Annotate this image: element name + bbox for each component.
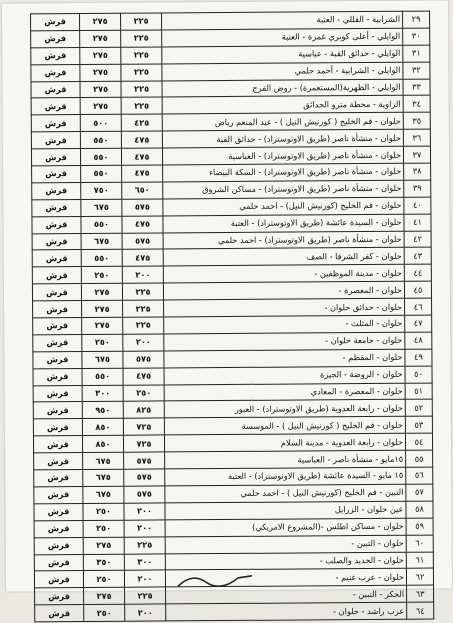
route-cell: حلوان - المثلث - [164, 315, 405, 334]
fare-high-cell: ٨٥٠ [82, 435, 123, 452]
currency-cell: قرش [31, 64, 80, 81]
fare-low-cell: ٤٧٥ [122, 216, 163, 233]
fare-high-cell: ٢٥٠ [82, 334, 123, 351]
fare-table [30, 11, 434, 623]
row-number-cell: ٣٠ [403, 28, 430, 45]
fare-low-cell: ٢٢٥ [124, 537, 165, 554]
currency-cell: قرش [32, 233, 81, 250]
fare-low-cell: ٢٢٥ [121, 30, 162, 47]
signature-mark [176, 572, 256, 591]
fare-high-cell: ٢٧٥ [80, 81, 121, 98]
currency-cell: قرش [34, 571, 83, 588]
route-cell: ١٥مايو - منشأة ناصر - العباسية [165, 450, 406, 469]
currency-cell: قرش [31, 30, 80, 47]
fare-high-cell: ٢٧٥ [82, 300, 123, 317]
currency-cell: قرش [34, 486, 83, 503]
row-number-cell: ٣١ [403, 45, 430, 62]
row-number-cell: ٤٧ [405, 315, 432, 332]
fare-high-cell: ٢٥٠ [83, 503, 124, 520]
route-cell: حلوان - حدائق حلوان - [164, 298, 405, 317]
currency-cell: قرش [33, 301, 82, 318]
row-number-cell: ٥١ [405, 383, 432, 400]
row-number-cell: ٥٨ [406, 501, 433, 518]
fare-high-cell: ٣٥٠ [83, 554, 124, 571]
currency-cell: قرش [32, 284, 81, 301]
row-number-cell: ٤٨ [405, 332, 432, 349]
fare-low-cell: ٢٢٥ [121, 47, 162, 64]
currency-cell: قرش [33, 419, 82, 436]
currency-cell: قرش [31, 47, 80, 64]
row-number-cell: ٦٤ [407, 602, 434, 619]
fare-low-cell: ٤٧٥ [121, 148, 162, 165]
route-cell: حلوان - مدينة الموظفين - [163, 265, 404, 284]
fare-high-cell: ٢٧٥ [81, 283, 122, 300]
fare-high-cell: ٦٧٥ [83, 452, 124, 469]
route-cell: حلوان - فم الخليج ( كورنيش النيل ) - عبد المنعم رياض [162, 113, 403, 132]
currency-cell: قرش [33, 334, 82, 351]
currency-cell: قرش [35, 605, 84, 622]
fare-high-cell: ٢٧٥ [80, 13, 121, 30]
route-cell: حلوان - منشأة ناصر (طريق الاوتوستراد) - احمد حلمي [163, 231, 404, 250]
fare-low-cell: ٤٧٥ [122, 249, 163, 266]
row-number-cell: ٣٦ [403, 129, 430, 146]
fare-low-cell: ٥٧٥ [124, 469, 165, 486]
fare-low-cell: ٧٢٥ [123, 435, 164, 452]
currency-cell: قرش [31, 149, 80, 166]
row-number-cell: ٤٣ [404, 248, 431, 265]
fare-low-cell: ٢٢٥ [121, 97, 162, 114]
fare-high-cell: ٢٧٥ [82, 317, 123, 334]
currency-cell: قرش [31, 115, 80, 132]
fare-low-cell: ٢٢٥ [125, 587, 166, 604]
fare-high-cell: ٥٥٠ [82, 368, 123, 385]
row-number-cell: ٣٢ [403, 62, 430, 79]
currency-cell: قرش [33, 318, 82, 335]
fare-low-cell: ٥٧٥ [122, 199, 163, 216]
fare-high-cell: ٥٥٠ [81, 216, 122, 233]
route-cell: حلوان - جامعة حلوان - [164, 332, 405, 351]
route-cell: حلوان - رابعة العدوية - مدينة السلام [164, 434, 405, 453]
currency-cell: قرش [31, 81, 80, 98]
row-number-cell: ٥٤ [405, 433, 432, 450]
route-cell: عرب راشد - حلوان - [166, 602, 407, 621]
fare-low-cell: ٢٠٠ [124, 503, 165, 520]
fare-high-cell: ٥٥٠ [81, 250, 122, 267]
route-cell: الوايلي - حدائق القبة - عباسية [162, 45, 403, 64]
fare-high-cell: ٢٧٥ [80, 64, 121, 81]
row-number-cell: ٥٩ [406, 518, 433, 535]
fare-table-body [31, 11, 434, 622]
route-cell: حلوان - فم الخليج (كورنيش النيل) - احمد حلمي [163, 197, 404, 216]
row-number-cell: ٦٠ [406, 535, 433, 552]
row-number-cell: ٤٩ [405, 349, 432, 366]
route-cell: حلوان - منشأة ناصر (طريق الاوتوستراد) - مساكن الشروق [163, 180, 404, 199]
row-number-cell: ٥٦ [406, 467, 433, 484]
fare-high-cell: ٢٧٥ [80, 98, 121, 115]
route-cell: حلوان - المعصرة - المعادي [164, 383, 405, 402]
route-cell: حلوان - رابعة العدوية (طريق الاوتوستراد) - العبور [164, 400, 405, 419]
fare-high-cell: ٢٥٠ [83, 571, 124, 588]
fare-low-cell: ٢٢٥ [121, 64, 162, 81]
currency-cell: قرش [31, 98, 80, 115]
currency-cell: قرش [33, 402, 82, 419]
fare-low-cell: ٢٢٥ [122, 283, 163, 300]
route-cell: الشرابية - القللي - العتبة [162, 11, 403, 30]
fare-low-cell: ٦٥٠ [122, 182, 163, 199]
fare-high-cell: ٩٥٠ [82, 402, 123, 419]
fare-low-cell: ٤٧٥ [123, 368, 164, 385]
route-cell: التبين - فم الخليج (كورنيش النيل ) - احمد حلمي [165, 484, 406, 503]
route-cell: حلوان - السيدة عائشة (طريق الاوتوستراد) - العتبة [163, 214, 404, 233]
row-number-cell: ٣٨ [404, 163, 431, 180]
currency-cell: قرش [32, 267, 81, 284]
fare-high-cell: ٣٠٠ [82, 385, 123, 402]
fare-high-cell: ٥٥٠ [80, 148, 121, 165]
route-cell: الزاوية - محطة مترو الحدائق [162, 96, 403, 115]
route-cell: الحكر - التبين - [166, 586, 407, 605]
row-number-cell: ٤٥ [404, 281, 431, 298]
row-number-cell: ٣٣ [403, 79, 430, 96]
row-number-cell: ٥٠ [405, 366, 432, 383]
fare-low-cell: ٢٢٥ [123, 300, 164, 317]
currency-cell: قرش [34, 520, 83, 537]
fare-low-cell: ٢٥٠ [123, 385, 164, 402]
route-cell: عين حلوان - الزرايل [165, 501, 406, 520]
currency-cell: قرش [33, 436, 82, 453]
fare-high-cell: ٢٧٥ [83, 537, 124, 554]
route-cell: حلوان - الحديد والصلب - [165, 552, 406, 571]
fare-low-cell: ٢٠٠ [125, 604, 166, 621]
fare-high-cell: ٢٥٠ [83, 520, 124, 537]
fare-low-cell: ٨٢٥ [123, 401, 164, 418]
fare-low-cell: ٢٠٠ [124, 520, 165, 537]
row-number-cell: ٤٤ [404, 264, 431, 281]
route-cell: حلوان - منشأة ناصر (طريق الاوتوستراد) - العباسية [162, 146, 403, 165]
fare-high-cell: ٦٧٥ [81, 233, 122, 250]
row-number-cell: ٤٠ [404, 197, 431, 214]
fare-low-cell: ٤٧٥ [121, 131, 162, 148]
currency-cell: قرش [33, 368, 82, 385]
currency-cell: قرش [32, 182, 81, 199]
row-number-cell: ٤١ [404, 214, 431, 231]
route-cell: حلوان - الروضة - الجيزة [164, 366, 405, 385]
currency-cell: قرش [33, 351, 82, 368]
fare-high-cell: ٥٥٠ [80, 131, 121, 148]
row-number-cell: ٥٢ [405, 400, 432, 417]
currency-cell: قرش [32, 250, 81, 267]
route-cell: الوايلي - أعلى كوبري غمرة - العتبة [162, 28, 403, 47]
row-number-cell: ٣٩ [404, 180, 431, 197]
route-cell: حلوان - فم الخليج ( كورنيش النيل ) - الموسسة [164, 417, 405, 436]
currency-cell: قرش [34, 554, 83, 571]
row-number-cell: ٢٩ [403, 11, 430, 28]
fare-low-cell: ٤٧٥ [122, 165, 163, 182]
fare-high-cell: ٢٧٥ [80, 47, 121, 64]
fare-high-cell: ٢٧٥ [84, 588, 125, 605]
fare-low-cell: ٥٧٥ [124, 486, 165, 503]
route-cell: حلوان - التبين - [165, 535, 406, 554]
currency-cell: قرش [34, 470, 83, 487]
row-number-cell: ٥٣ [405, 416, 432, 433]
row-number-cell: ٣٧ [403, 146, 430, 163]
fare-low-cell: ٣٠٠ [124, 553, 165, 570]
currency-cell: قرش [35, 588, 84, 605]
fare-low-cell: ٢٠٠ [124, 570, 165, 587]
fare-low-cell: ٢٢٥ [121, 13, 162, 30]
currency-cell: قرش [31, 132, 80, 149]
fare-low-cell: ٤٢٥ [121, 114, 162, 131]
row-number-cell: ٥٧ [406, 484, 433, 501]
row-number-cell: ٦١ [406, 552, 433, 569]
route-cell: ١٥ مايو - السيدة عائشة (طريق الاوتوستراد) - العتبة [165, 467, 406, 486]
fare-low-cell: ٢٠٠ [123, 334, 164, 351]
document-page [2, 0, 452, 618]
row-number-cell: ٣٤ [403, 96, 430, 113]
route-cell: حلوان - منشأة ناصر (طريق الاوتوستراد) - حدائق القبة [162, 129, 403, 148]
fare-low-cell: ٢٠٠ [122, 266, 163, 283]
route-cell: حلوان - منشأة ناصر (طريق الاوتوستراد) - السكة البيضاء [163, 163, 404, 182]
table-row [35, 602, 434, 622]
fare-high-cell: ٢٥٠ [84, 604, 125, 621]
row-number-cell: ٤٦ [405, 298, 432, 315]
route-cell: حلوان - كفر الشرفا - الصف [163, 248, 404, 267]
fare-low-cell: ٥٧٥ [124, 452, 165, 469]
fare-high-cell: ٧٥٠ [81, 182, 122, 199]
route-cell: حلوان - المعصرة - [163, 282, 404, 301]
fare-high-cell: ٢٧٥ [80, 30, 121, 47]
fare-low-cell: ٧٢٥ [123, 418, 164, 435]
row-number-cell: ٥٥ [406, 450, 433, 467]
route-cell: حلوان - مساكن اطلس -(المشروع الامريكي) [165, 518, 406, 537]
route-cell: الوايلي - الظهرية(المستعمرة) - روض الفرج [162, 79, 403, 98]
currency-cell: قرش [32, 216, 81, 233]
fare-high-cell: ٥٥٠ [81, 165, 122, 182]
currency-cell: قرش [33, 385, 82, 402]
route-cell: حلوان - عرب غنيم - [165, 569, 406, 588]
route-cell: حلوان - المقطم - [164, 349, 405, 368]
fare-low-cell: ٢٢٥ [121, 81, 162, 98]
fare-high-cell: ٥٠٠ [80, 115, 121, 132]
currency-cell: قرش [32, 199, 81, 216]
fare-high-cell: ٢٥٠ [81, 267, 122, 284]
row-number-cell: ٦٣ [407, 585, 434, 602]
row-number-cell: ٦٢ [406, 568, 433, 585]
fare-high-cell: ٨٥٠ [82, 419, 123, 436]
currency-cell: قرش [31, 14, 80, 31]
currency-cell: قرش [34, 453, 83, 470]
row-number-cell: ٤٢ [404, 231, 431, 248]
currency-cell: قرش [32, 166, 81, 183]
route-cell: الوايلي - الشرابية - أحمد حلمي [162, 62, 403, 81]
fare-high-cell: ٦٧٥ [81, 199, 122, 216]
fare-low-cell: ٥٧٥ [122, 233, 163, 250]
fare-low-cell: ٢٢٥ [123, 317, 164, 334]
currency-cell: قرش [34, 537, 83, 554]
row-number-cell: ٣٥ [403, 112, 430, 129]
fare-low-cell: ٥٧٥ [123, 351, 164, 368]
fare-high-cell: ٦٧٥ [82, 351, 123, 368]
fare-high-cell: ٦٧٥ [83, 469, 124, 486]
fare-high-cell: ٦٧٥ [83, 486, 124, 503]
currency-cell: قرش [34, 503, 83, 520]
